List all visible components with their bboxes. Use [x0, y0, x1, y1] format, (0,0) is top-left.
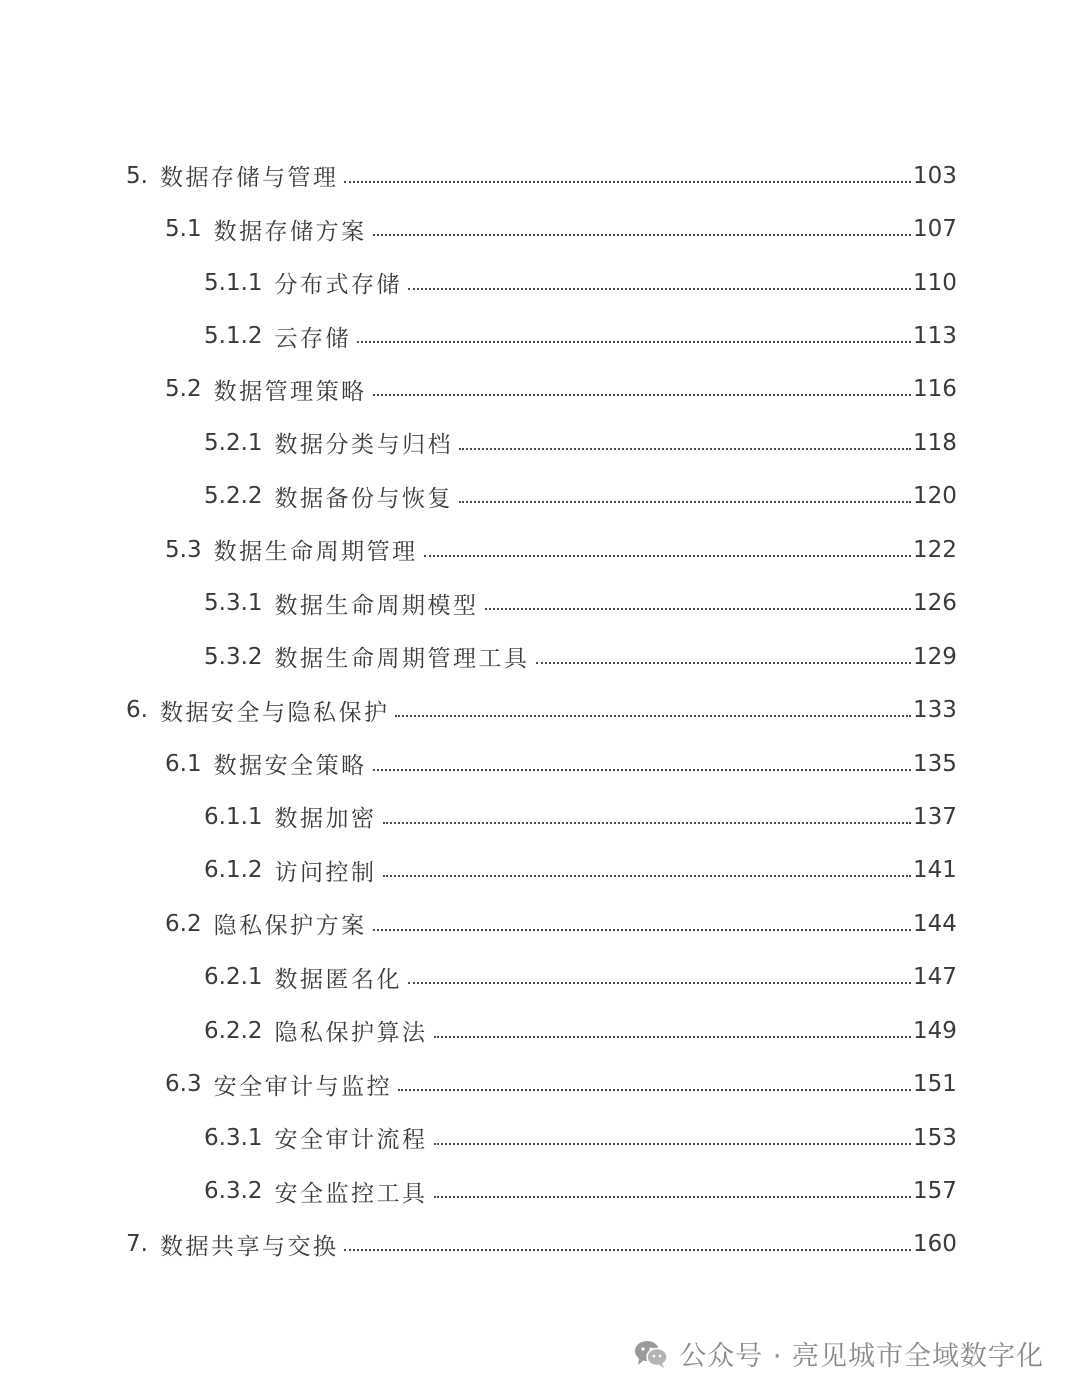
toc-entry-number: 5.: [126, 162, 148, 189]
dot-leader: [373, 234, 911, 236]
toc-entry-number: 6.1.2: [204, 857, 263, 884]
toc-entry-title: 数据安全策略: [213, 753, 367, 780]
dot-leader: [434, 1196, 911, 1198]
toc-entry[interactable]: [0, 1004, 1080, 1057]
dot-leader: [459, 501, 911, 503]
toc-entry-page: 118: [913, 429, 957, 456]
toc-entry-title: 数据共享与交换: [159, 1233, 339, 1260]
toc-entry-title: 数据生命周期管理: [213, 539, 418, 566]
dot-leader: [383, 822, 911, 824]
toc-entry[interactable]: [0, 737, 1080, 790]
toc-entry-page: 116: [913, 376, 957, 403]
toc-entry[interactable]: [0, 897, 1080, 950]
toc-entry-number: 6.2.1: [204, 964, 263, 991]
toc-entry-label: [165, 747, 373, 780]
watermark: [633, 1334, 1044, 1373]
toc-entry-label: [165, 533, 424, 566]
watermark-text: 公众号 · 亮见城市全域数字化: [679, 1341, 1044, 1372]
toc-entry-label: [204, 320, 357, 353]
toc-entry-label: [204, 961, 408, 994]
toc-entry[interactable]: [0, 1111, 1080, 1164]
toc-entry-page: 160: [913, 1231, 957, 1258]
toc-entry-page: 129: [913, 643, 957, 670]
toc-entry-page: 133: [913, 697, 957, 724]
toc-entry[interactable]: [0, 470, 1080, 523]
toc-entry[interactable]: [0, 149, 1080, 202]
toc-entry-title: 分布式存储: [274, 272, 403, 299]
toc-entry-title: 安全监控工具: [274, 1180, 428, 1207]
toc-entry-number: 6.1: [165, 750, 202, 777]
dot-leader: [485, 608, 911, 610]
toc-entry-page: 144: [913, 910, 957, 937]
toc-entry-label: [126, 1228, 344, 1261]
dot-leader: [434, 1143, 911, 1145]
toc-entry-page: 141: [913, 857, 957, 884]
toc-entry-number: 7.: [126, 1231, 148, 1258]
toc-entry-label: [204, 640, 536, 673]
toc-entry-number: 5.1.2: [204, 323, 263, 350]
toc-entry-number: 5.3: [165, 536, 202, 563]
toc-entry-label: [165, 1068, 398, 1101]
dot-leader: [459, 448, 911, 450]
toc-entry-title: 数据匿名化: [274, 966, 403, 993]
dot-leader: [373, 929, 911, 931]
toc-entry[interactable]: [0, 630, 1080, 683]
toc-entry[interactable]: [0, 202, 1080, 255]
toc-entry-label: [204, 800, 383, 833]
toc-entry-label: [126, 159, 344, 192]
toc-entry-label: [165, 373, 373, 406]
toc-entry-number: 5.2: [165, 376, 202, 403]
dot-leader: [373, 769, 911, 771]
dot-leader: [395, 715, 911, 717]
toc-entry-page: 122: [913, 536, 957, 563]
toc-entry-page: 126: [913, 590, 957, 617]
toc-entry-title: 数据分类与归档: [274, 432, 454, 459]
toc-entry-label: [204, 1175, 434, 1208]
toc-entry-page: 107: [913, 216, 957, 243]
dot-leader: [344, 1249, 911, 1251]
toc-entry-number: 6.1.1: [204, 803, 263, 830]
toc-entry[interactable]: [0, 523, 1080, 576]
toc-entry-label: [165, 907, 373, 940]
dot-leader: [373, 394, 911, 396]
toc-entry-title: 数据存储与管理: [159, 165, 339, 192]
toc-entry-label: [165, 213, 373, 246]
toc-entry-page: 113: [913, 323, 957, 350]
toc-entry-title: 数据生命周期模型: [274, 592, 479, 619]
toc-entry[interactable]: [0, 577, 1080, 630]
toc-entry-label: [204, 480, 459, 513]
toc-entry-title: 隐私保护算法: [274, 1020, 428, 1047]
toc-entry-page: 110: [913, 269, 957, 296]
dot-leader: [344, 181, 911, 183]
toc-entry-number: 6.3.1: [204, 1124, 263, 1151]
toc-entry[interactable]: [0, 416, 1080, 469]
toc-entry[interactable]: [0, 790, 1080, 843]
toc-entry-number: 5.3.1: [204, 590, 263, 617]
toc-entry-page: 157: [913, 1178, 957, 1205]
table-of-contents: [0, 149, 1080, 1271]
toc-entry-number: 6.: [126, 697, 148, 724]
wechat-icon: [633, 1339, 669, 1369]
toc-entry-page: 149: [913, 1017, 957, 1044]
toc-entry-number: 5.3.2: [204, 643, 263, 670]
dot-leader: [398, 1089, 911, 1091]
toc-entry-number: 5.2.2: [204, 483, 263, 510]
toc-entry-page: 153: [913, 1124, 957, 1151]
toc-entry-page: 120: [913, 483, 957, 510]
toc-entry-label: [126, 694, 395, 727]
toc-entry-page: 147: [913, 964, 957, 991]
toc-entry-title: 访问控制: [274, 859, 377, 886]
toc-entry-title: 安全审计与监控: [213, 1073, 393, 1100]
toc-entry-label: [204, 1121, 434, 1154]
dot-leader: [408, 288, 911, 290]
toc-entry-label: [204, 426, 459, 459]
toc-entry-label: [204, 587, 485, 620]
toc-entry-page: 137: [913, 803, 957, 830]
toc-entry-page: 151: [913, 1071, 957, 1098]
toc-entry[interactable]: [0, 1164, 1080, 1217]
toc-entry[interactable]: [0, 844, 1080, 897]
toc-entry[interactable]: [0, 683, 1080, 736]
toc-entry-title: 数据备份与恢复: [274, 485, 454, 512]
toc-entry-title: 安全审计流程: [274, 1127, 428, 1154]
toc-entry-title: 云存储: [274, 325, 352, 352]
toc-entry-title: 数据存储方案: [213, 218, 367, 245]
toc-entry-page: 135: [913, 750, 957, 777]
toc-entry-title: 数据安全与隐私保护: [159, 699, 390, 726]
dot-leader: [424, 555, 911, 557]
toc-entry-number: 6.2: [165, 910, 202, 937]
toc-entry-title: 数据生命周期管理工具: [274, 646, 530, 673]
toc-entry-page: 103: [913, 162, 957, 189]
dot-leader: [434, 1036, 911, 1038]
toc-entry-number: 5.1.1: [204, 269, 263, 296]
toc-entry-number: 6.2.2: [204, 1017, 263, 1044]
toc-entry[interactable]: [0, 256, 1080, 309]
toc-entry-label: [204, 266, 408, 299]
toc-entry[interactable]: [0, 951, 1080, 1004]
toc-entry-title: 数据管理策略: [213, 378, 367, 405]
toc-entry-number: 5.1: [165, 216, 202, 243]
toc-entry-label: [204, 854, 383, 887]
toc-entry-number: 6.3.2: [204, 1178, 263, 1205]
dot-leader: [357, 341, 911, 343]
toc-entry-title: 数据加密: [274, 806, 377, 833]
dot-leader: [383, 875, 911, 877]
dot-leader: [536, 662, 911, 664]
toc-entry-number: 6.3: [165, 1071, 202, 1098]
toc-entry-title: 隐私保护方案: [213, 913, 367, 940]
dot-leader: [408, 982, 911, 984]
toc-entry[interactable]: [0, 309, 1080, 362]
toc-entry-label: [204, 1014, 434, 1047]
toc-entry[interactable]: [0, 1057, 1080, 1110]
toc-entry[interactable]: [0, 363, 1080, 416]
toc-entry-number: 5.2.1: [204, 429, 263, 456]
toc-entry[interactable]: [0, 1218, 1080, 1271]
